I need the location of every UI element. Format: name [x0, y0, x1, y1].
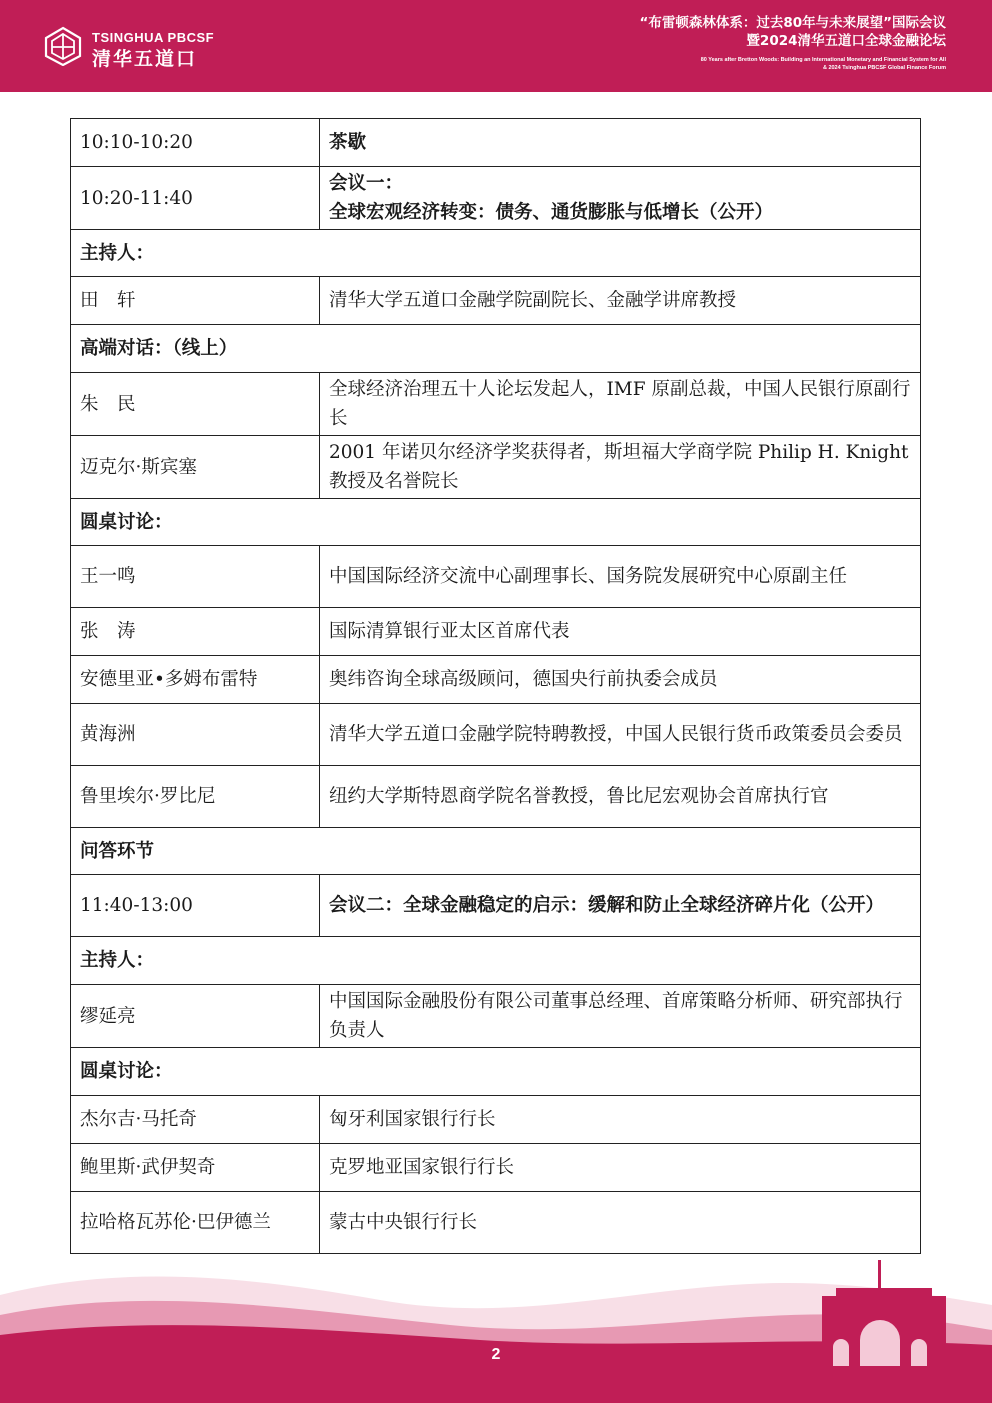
speaker-name: 鲍里斯·武伊契奇 — [71, 1144, 320, 1192]
page-header — [0, 0, 992, 92]
conference-title-line1: “布雷顿森林体系：过去80年与未来展望”国际会议 — [639, 15, 946, 31]
speaker-name: 朱 民 — [71, 373, 320, 436]
agenda-time-row — [71, 167, 921, 230]
speaker-row — [71, 656, 921, 704]
agenda-table — [70, 118, 921, 1254]
agenda-section-row — [71, 828, 921, 875]
speaker-role: 清华大学五道口金融学院特聘教授，中国人民银行货币政策委员会委员 — [320, 704, 921, 766]
speaker-role: 中国国际经济交流中心副理事长、国务院发展研究中心原副主任 — [320, 546, 921, 608]
speaker-role: 中国国际金融股份有限公司董事总经理、首席策略分析师、研究部执行负责人 — [320, 985, 921, 1048]
speaker-name: 安德里亚•多姆布雷特 — [71, 656, 320, 704]
speaker-row — [71, 277, 921, 325]
speaker-role: 全球经济治理五十人论坛发起人，IMF 原副总裁，中国人民银行原副行长 — [320, 373, 921, 436]
agenda-time-row — [71, 875, 921, 937]
agenda-time-row — [71, 119, 921, 167]
session-title: 会议二：全球金融稳定的启示：缓解和防止全球经济碎片化（公开） — [320, 875, 921, 937]
speaker-role: 纽约大学斯特恩商学院名誉教授，鲁比尼宏观协会首席执行官 — [320, 766, 921, 828]
section-label: 主持人： — [71, 937, 921, 985]
session-time: 11:40-13:00 — [71, 875, 320, 937]
page-number: 2 — [491, 1346, 501, 1363]
speaker-name: 迈克尔·斯宾塞 — [71, 436, 320, 499]
conference-title-line2: 暨2024清华五道口全球金融论坛 — [746, 33, 946, 49]
session-time: 10:20-11:40 — [71, 167, 320, 230]
speaker-row — [71, 608, 921, 656]
footer-decoration — [0, 1255, 992, 1403]
speaker-name: 黄海洲 — [71, 704, 320, 766]
speaker-row — [71, 1144, 921, 1192]
session-title: 会议一： 全球宏观经济转变：债务、通货膨胀与低增长（公开） — [320, 167, 921, 230]
speaker-role: 2001 年诺贝尔经济学奖获得者，斯坦福大学商学院 Philip H. Knight 教授及名誉院长 — [320, 436, 921, 499]
speaker-row — [71, 985, 921, 1048]
speaker-role: 奥纬咨询全球高级顾问，德国央行前执委会成员 — [320, 656, 921, 704]
speaker-name: 王一鸣 — [71, 546, 320, 608]
speaker-role: 国际清算银行亚太区首席代表 — [320, 608, 921, 656]
agenda-section-row — [71, 1048, 921, 1096]
speaker-row — [71, 1192, 921, 1254]
speaker-row — [71, 1096, 921, 1144]
speaker-row — [71, 704, 921, 766]
speaker-role: 清华大学五道口金融学院副院长、金融学讲席教授 — [320, 277, 921, 325]
speaker-name: 杰尔吉·马托奇 — [71, 1096, 320, 1144]
section-label: 圆桌讨论： — [71, 499, 921, 546]
agenda-section-row — [71, 499, 921, 546]
section-label: 主持人： — [71, 230, 921, 277]
section-label: 问答环节 — [71, 828, 921, 875]
speaker-name: 田 轩 — [71, 277, 320, 325]
speaker-row — [71, 546, 921, 608]
speaker-name: 拉哈格瓦苏伦·巴伊德兰 — [71, 1192, 320, 1254]
session-title: 茶歇 — [320, 119, 921, 167]
speaker-name: 缪延亮 — [71, 985, 320, 1048]
section-label: 圆桌讨论： — [71, 1048, 921, 1096]
agenda-section-row — [71, 230, 921, 277]
speaker-name: 张 涛 — [71, 608, 320, 656]
agenda-section-row — [71, 937, 921, 985]
session-time: 10:10-10:20 — [71, 119, 320, 167]
conference-title-en-line1: 80 Years after Bretton Woods: Building an International Monetary and Financial System for All — [700, 57, 946, 63]
speaker-row — [71, 436, 921, 499]
speaker-name: 鲁里埃尔·罗比尼 — [71, 766, 320, 828]
speaker-role: 克罗地亚国家银行行长 — [320, 1144, 921, 1192]
speaker-row — [71, 766, 921, 828]
speaker-role: 蒙古中央银行行长 — [320, 1192, 921, 1254]
agenda-section-row — [71, 325, 921, 373]
section-label: 高端对话：（线上） — [71, 325, 921, 373]
logo-english-text: TSINGHUA PBCSF — [92, 30, 215, 45]
logo-chinese-text: 清华五道口 — [92, 48, 198, 70]
speaker-role: 匈牙利国家银行行长 — [320, 1096, 921, 1144]
conference-title-en-line2: & 2024 Tsinghua PBCSF Global Finance Forum — [822, 65, 946, 71]
agenda-table-body — [71, 119, 921, 1254]
conference-title — [639, 14, 946, 72]
speaker-row — [71, 373, 921, 436]
tsinghua-pbcsf-logo-icon — [44, 26, 82, 66]
